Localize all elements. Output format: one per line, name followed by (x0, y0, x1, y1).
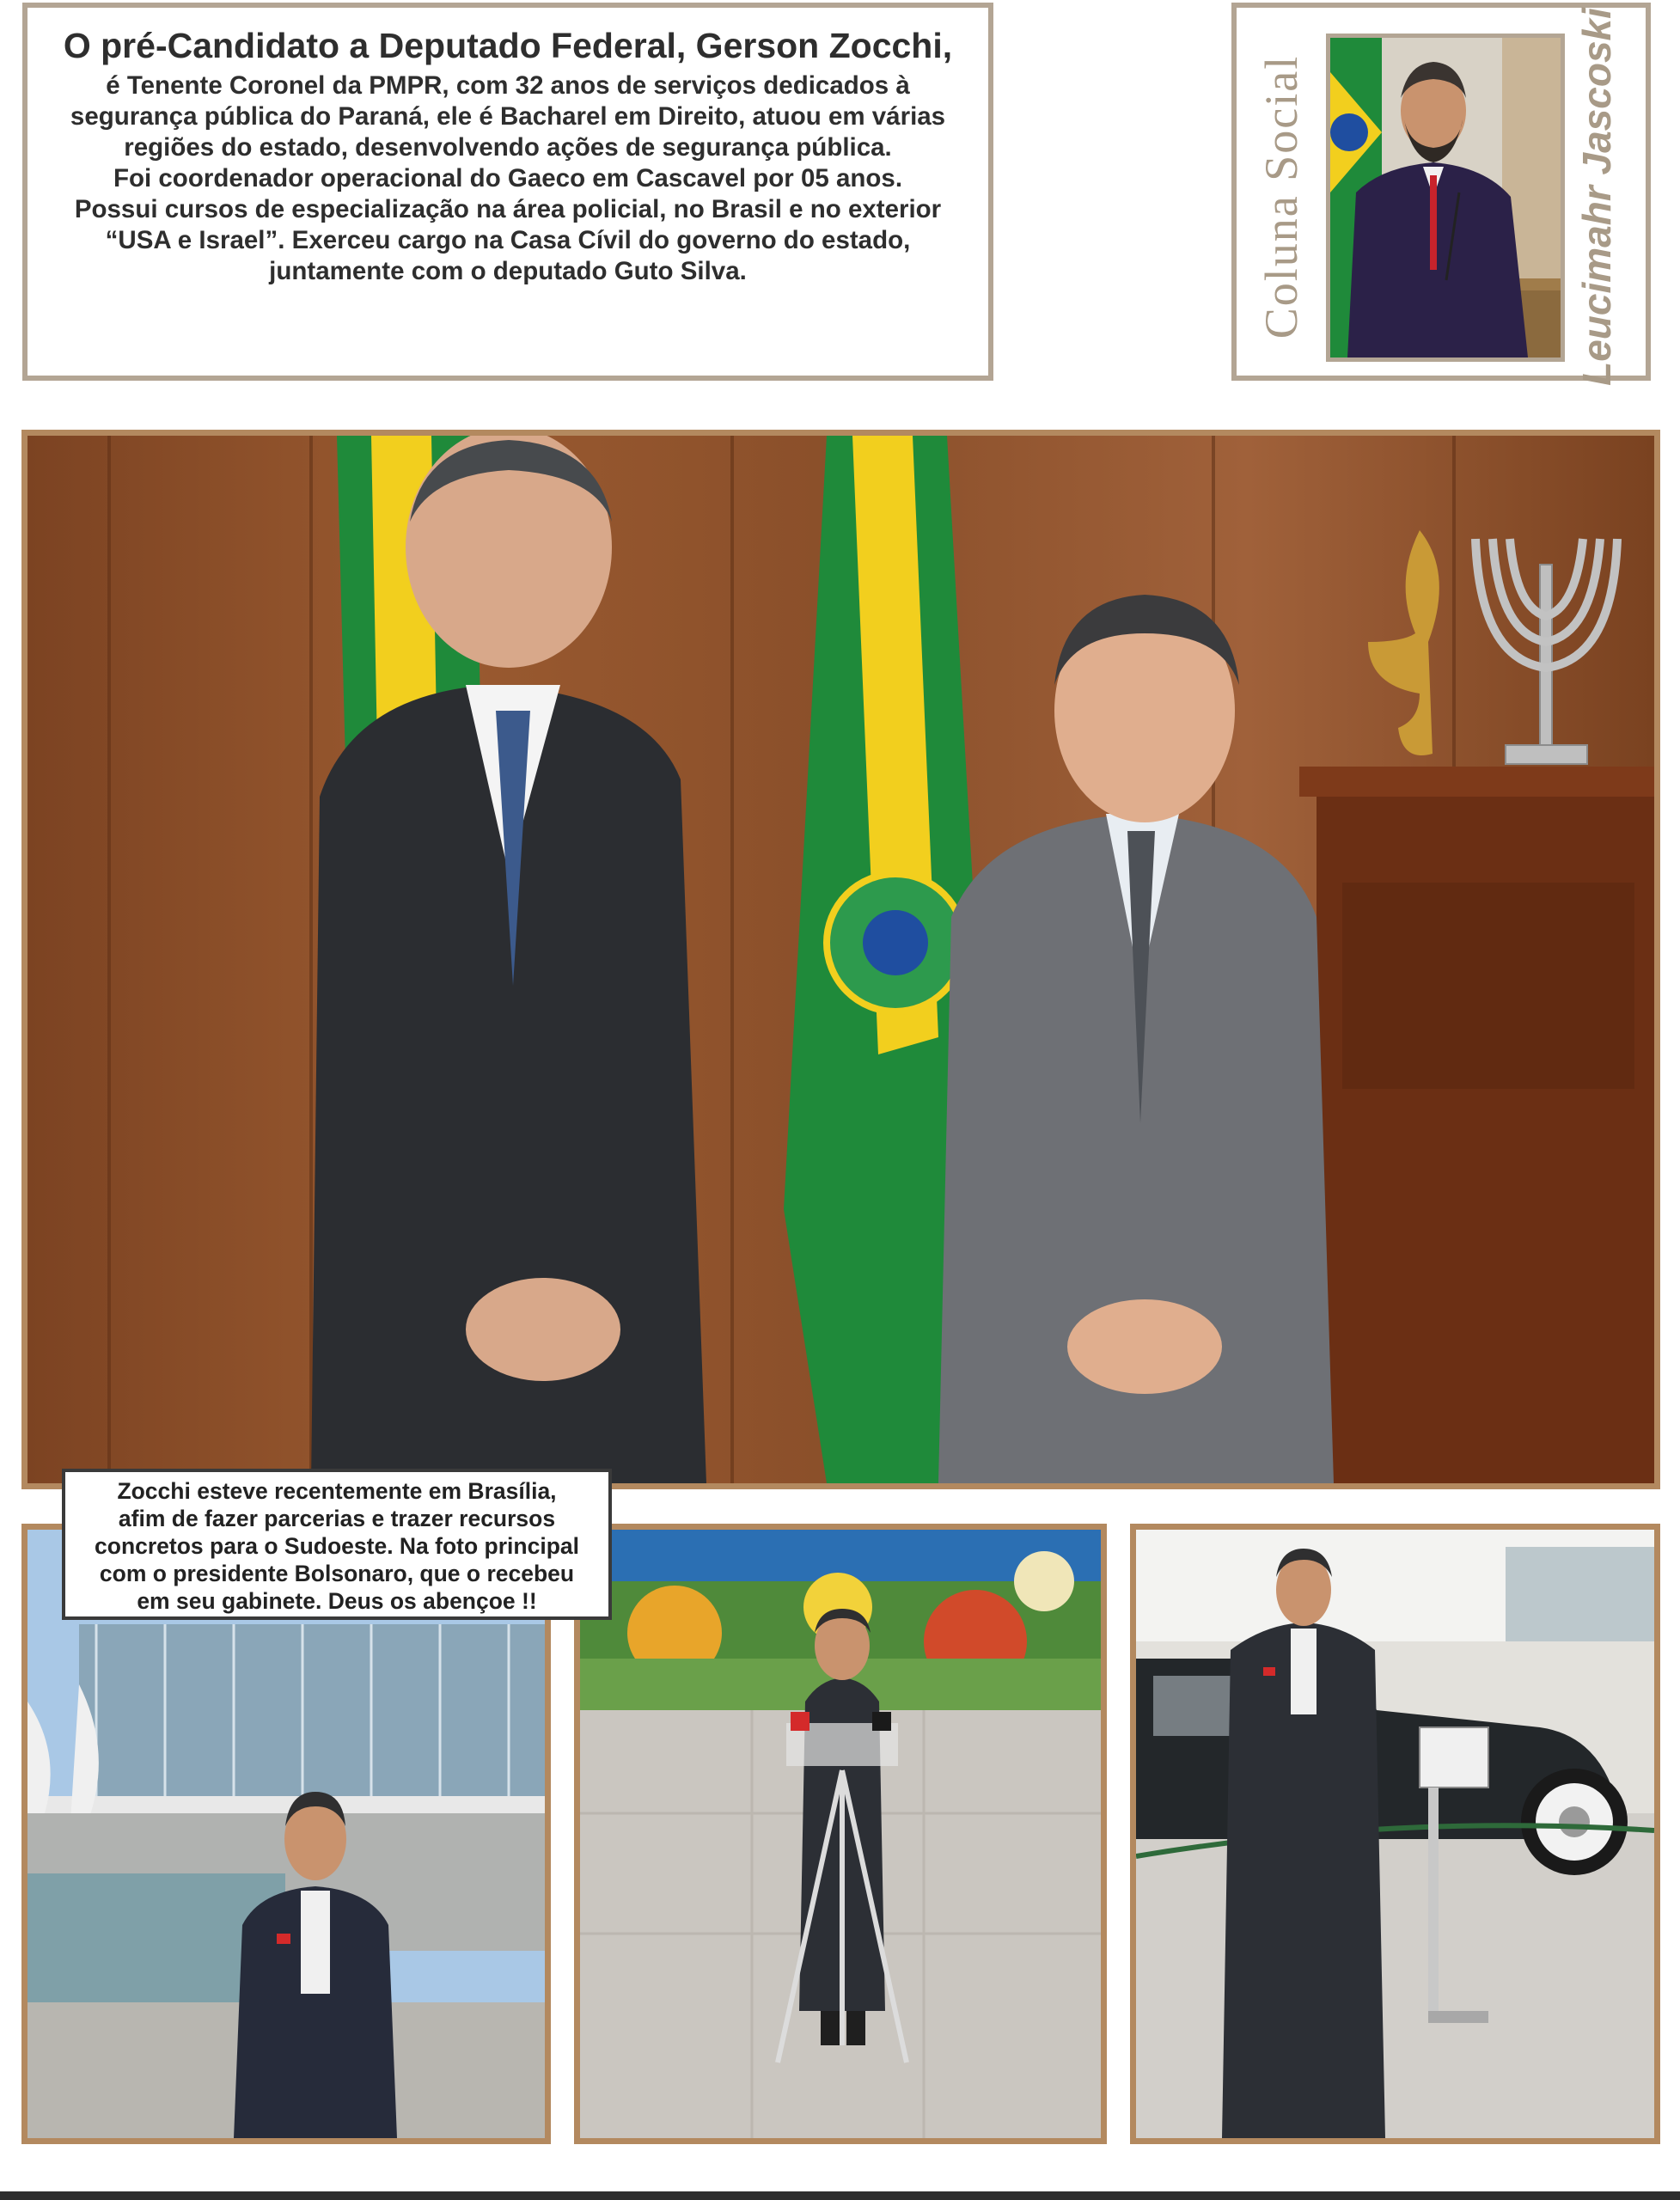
intro-body (53, 70, 962, 287)
author-photo (1326, 34, 1565, 362)
photo-vintage-car (1130, 1524, 1660, 2144)
column-label (1255, 34, 1307, 360)
main-photo (21, 430, 1660, 1489)
caption-line-1: Zocchi esteve recentemente em Brasília, (117, 1478, 557, 1504)
intro-paragraph-2: Foi coordenador operacional do Gaeco em Cascavel por 05 anos. (113, 164, 903, 192)
author-label (1567, 8, 1627, 386)
photo-planalto-illustration (27, 1530, 545, 2138)
caption-line-3: concretos para o Sudoeste. Na foto principal (95, 1533, 579, 1559)
author-name: Leucimahr Jascoski (1574, 8, 1620, 386)
page-bottom-rule (0, 2191, 1680, 2200)
photo-podium-illustration (580, 1530, 1101, 2138)
author-photo-illustration (1330, 38, 1561, 358)
intro-paragraph-3: Possui cursos de especialização na área policial, no Brasil e no exterior “USA e Israel”. Exerceu cargo na Casa Cívil do governo do estado, juntamente com o deputado Guto Silva. (74, 195, 942, 285)
main-photo-illustration (27, 436, 1654, 1483)
caption-line-4: com o presidente Bolsonaro, que o recebeu (99, 1561, 575, 1586)
photo-car-illustration (1136, 1530, 1654, 2138)
intro-paragraph-1: é Tenente Coronel da PMPR, com 32 anos de serviços dedicados à segurança pública do Paraná, ele é Bacharel em Direito, atuou em várias regiões do estado, desenvolvendo ações de segurança pública. (70, 71, 946, 162)
column-label-text: Coluna Social (1255, 54, 1307, 339)
column-header (1231, 3, 1651, 386)
intro-box (22, 3, 993, 381)
caption-box (62, 1469, 612, 1620)
intro-title: O pré-Candidato a Deputado Federal, Gerson Zocchi, (63, 26, 953, 65)
caption-line-2: afim de fazer parcerias e trazer recursos (118, 1506, 556, 1531)
caption-line-5: em seu gabinete. Deus os abençoe !! (137, 1588, 537, 1614)
photo-press-podium (574, 1524, 1107, 2144)
